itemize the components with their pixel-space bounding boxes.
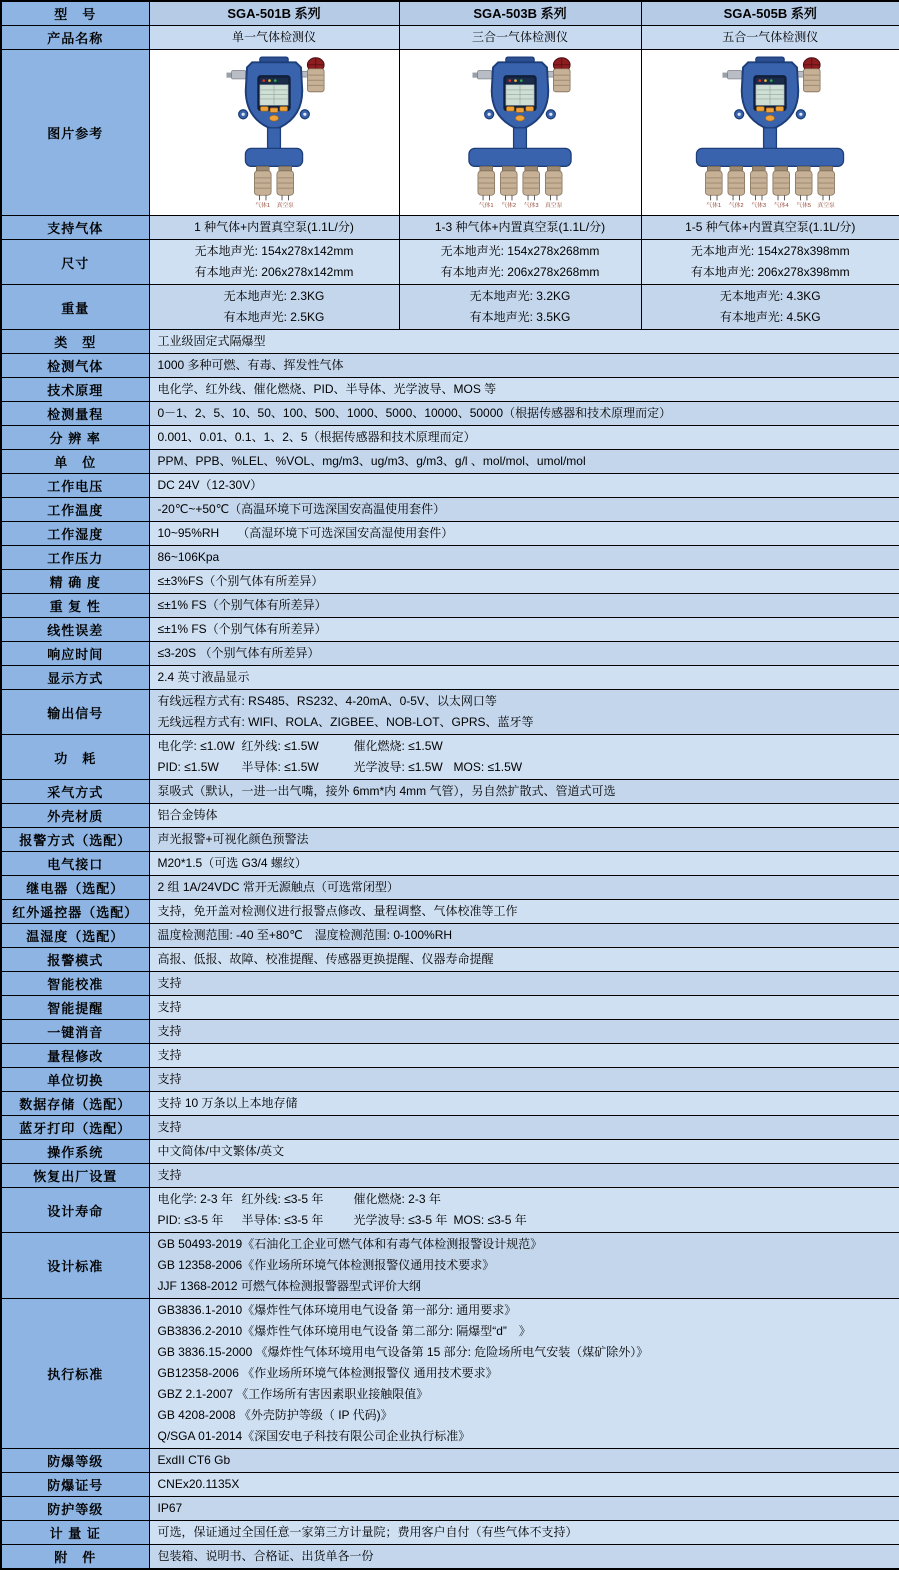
value-line: DC 24V（12-30V） <box>157 478 263 492</box>
row-label: 单 位 <box>1 450 149 474</box>
value-line: 支持 <box>157 1000 182 1014</box>
table-row <box>1 828 899 852</box>
lcd-screen <box>257 75 290 111</box>
table-row <box>1 972 899 996</box>
manifold-bar <box>469 148 571 166</box>
value-line: CNEx20.1135X <box>157 1477 240 1491</box>
value-line: JJF 1368-2012 可燃气体检测报警器型式评价大纲 <box>157 1279 421 1293</box>
value-line: PPM、PPB、%LEL、%VOL、mg/m3、ug/m3、g/m3、g/l 、mol/mol、umol/mol <box>157 454 586 468</box>
spec-value-cell <box>149 1473 899 1497</box>
value-segment: 催化燃烧: ≤1.5W <box>353 739 443 753</box>
value-line: GBZ 2.1-2007 《工作场所有害因素职业接触限值》 <box>157 1387 429 1401</box>
value-line: 无本地声光: 154x278x268mm <box>440 244 600 258</box>
row-label: 检测气体 <box>1 354 149 378</box>
sensor-cylinder <box>254 166 271 208</box>
value-line: 1000 多种可燃、有毒、挥发性气体 <box>157 358 344 372</box>
side-connector <box>472 71 491 79</box>
value-segment: PID: ≤1.5W <box>157 760 219 774</box>
table-row <box>1 26 899 50</box>
value-segment: MOS: ≤3-5 年 <box>453 1213 527 1227</box>
value-line: 无本地声光: 3.2KG <box>469 289 571 303</box>
row-label: 电气接口 <box>1 852 149 876</box>
sensor-label: 气体4 <box>774 202 789 209</box>
lcd-screen <box>503 75 536 111</box>
spec-value-cell <box>149 1545 899 1570</box>
value-line: ≤±3%FS（个别气体有所差异） <box>157 574 324 588</box>
table-row <box>1 924 899 948</box>
value-line: 有本地声光: 4.5KG <box>719 310 821 324</box>
spec-value-cell <box>641 285 899 330</box>
value-line: 2 组 1A/24VDC 常开无源触点（可选常闭型） <box>157 880 399 894</box>
table-row <box>1 498 899 522</box>
spec-value-cell <box>149 570 899 594</box>
spec-value-cell <box>149 216 399 240</box>
row-label: 计 量 证 <box>1 1521 149 1545</box>
table-row <box>1 240 899 285</box>
value-line: 1-5 种气体+内置真空泵(1.1L/分) <box>685 220 856 234</box>
value-line: M20*1.5（可选 G3/4 螺纹） <box>157 856 307 870</box>
row-label: 类 型 <box>1 330 149 354</box>
spec-value-cell <box>149 876 899 900</box>
spec-value-cell <box>149 1188 899 1233</box>
table-row <box>1 876 899 900</box>
stem <box>268 128 281 150</box>
spec-value-cell <box>149 474 899 498</box>
spec-value-cell <box>149 426 899 450</box>
row-label: 工作电压 <box>1 474 149 498</box>
gas-detector-image <box>407 52 633 210</box>
stem <box>514 128 527 150</box>
value-line: 无线远程方式有: WIFI、ROLA、ZIGBEE、NOB-LOT、GPRS、蓝牙等 <box>157 715 534 729</box>
table-row <box>1 378 899 402</box>
value-line: 1-3 种气体+内置真空泵(1.1L/分) <box>434 220 606 234</box>
spec-value-cell <box>149 330 899 354</box>
value-line: 0－1、2、5、10、50、100、500、1000、5000、10000、50000（根据传感器和技术原理而定） <box>157 406 672 420</box>
spec-value-cell <box>149 948 899 972</box>
table-row <box>1 216 899 240</box>
table-row <box>1 804 899 828</box>
sensor-label: 气体2 <box>729 202 744 209</box>
spec-value-cell <box>149 1299 899 1449</box>
table-row <box>1 474 899 498</box>
value-line: 高报、低报、故障、校准提醒、传感器更换提醒、仪器寿命提醒 <box>157 952 494 966</box>
manifold-bar <box>697 148 844 166</box>
value-segment: 催化燃烧: 2-3 年 <box>353 1192 441 1206</box>
sensor-cylinder <box>751 166 768 208</box>
sensor-label: 真空泵 <box>276 202 294 209</box>
value-line: 有本地声光: 206x278x142mm <box>194 265 354 279</box>
spec-value-cell <box>149 618 899 642</box>
row-label: 单位切换 <box>1 1068 149 1092</box>
table-row <box>1 1545 899 1570</box>
table-row <box>1 426 899 450</box>
spec-value-cell <box>149 804 899 828</box>
value-line: 支持 <box>157 976 182 990</box>
value-line: 声光报警+可视化颜色预警法 <box>157 832 309 846</box>
row-label: 执行标准 <box>1 1299 149 1449</box>
sensor-cylinder <box>773 166 790 208</box>
value-line: 支持 <box>157 1168 182 1182</box>
row-label: 量程修改 <box>1 1044 149 1068</box>
row-label: 重 复 性 <box>1 594 149 618</box>
table-row <box>1 735 899 780</box>
value-segment: 电化学: ≤1.0W <box>157 739 235 753</box>
row-label: 型 号 <box>1 1 149 26</box>
table-row <box>1 1068 899 1092</box>
row-label: 检测量程 <box>1 402 149 426</box>
value-segment: 光学波导: ≤1.5W <box>353 760 443 774</box>
spec-value-cell <box>149 1140 899 1164</box>
value-line: 支持 10 万条以上本地存储 <box>157 1096 298 1110</box>
table-row <box>1 354 899 378</box>
value-line: 中文简体/中文繁体/英文 <box>157 1144 285 1158</box>
table-row <box>1 690 899 735</box>
row-label: 继电器（选配） <box>1 876 149 900</box>
value-line: 10~95%RH （高湿环境下可选深国安高湿使用套件） <box>157 526 454 540</box>
row-label: 报警方式（选配） <box>1 828 149 852</box>
lcd-screen <box>754 75 787 111</box>
table-row <box>1 996 899 1020</box>
value-line: ≤±1% FS（个别气体有所差异） <box>157 598 327 612</box>
spec-value-cell <box>149 1020 899 1044</box>
spec-value-cell <box>149 852 899 876</box>
spec-value-cell <box>149 354 899 378</box>
spec-value-cell <box>149 1449 899 1473</box>
value-line: SGA-501B 系列 <box>227 6 321 21</box>
table-row <box>1 618 899 642</box>
table-row <box>1 1497 899 1521</box>
table-row <box>1 1521 899 1545</box>
spec-value-cell <box>149 402 899 426</box>
value-line: 五合一气体检测仪 <box>722 30 819 44</box>
value-line: 单一气体检测仪 <box>231 30 316 44</box>
sensor-cylinder <box>818 166 836 208</box>
spec-value-cell <box>149 1 399 26</box>
spec-value-cell <box>149 1521 899 1545</box>
table-row <box>1 1044 899 1068</box>
table-row <box>1 594 899 618</box>
row-label: 设计寿命 <box>1 1188 149 1233</box>
sensor-label: 气体1 <box>478 202 494 209</box>
sensor-cylinder <box>277 166 295 208</box>
spec-value-cell <box>149 1116 899 1140</box>
value-line: 温度检测范围: -40 至+80℃ 湿度检测范围: 0-100%RH <box>157 928 453 942</box>
value-line: 支持 <box>157 1024 182 1038</box>
gas-detector-image <box>161 52 387 210</box>
table-row <box>1 450 899 474</box>
side-connector <box>226 71 245 79</box>
row-label: 响应时间 <box>1 642 149 666</box>
row-label: 线性误差 <box>1 618 149 642</box>
value-line: 0.001、0.01、0.1、1、2、5（根据传感器和技术原理而定） <box>157 430 476 444</box>
value-segment: 红外线: ≤3-5 年 <box>241 1192 324 1206</box>
table-row <box>1 1449 899 1473</box>
spec-value-cell <box>149 240 399 285</box>
spec-value-cell <box>149 900 899 924</box>
row-label: 恢复出厂设置 <box>1 1164 149 1188</box>
value-line: ExdII CT6 Gb <box>157 1453 231 1467</box>
sensor-label: 气体3 <box>523 202 539 209</box>
value-line: 86~106Kpa <box>157 550 220 564</box>
sensor-label: 真空泵 <box>817 202 836 209</box>
spec-value-cell <box>149 690 899 735</box>
value-line: 有本地声光: 206x278x268mm <box>440 265 600 279</box>
value-segment: 半导体: ≤1.5W <box>241 760 319 774</box>
spec-value-cell <box>149 642 899 666</box>
table-row <box>1 330 899 354</box>
value-line: GB3836.1-2010《爆炸性气体环境用电气设备 第一部分: 通用要求》 <box>157 1303 517 1317</box>
gas-detector-image <box>657 52 883 210</box>
row-label: 温湿度（选配） <box>1 924 149 948</box>
table-row <box>1 1164 899 1188</box>
row-label: 数据存储（选配） <box>1 1092 149 1116</box>
value-line: 2.4 英寸液晶显示 <box>157 670 250 684</box>
value-line: GB12358-2006 《作业场所环境气体检测报警仪 通用技术要求》 <box>157 1366 498 1380</box>
table-row <box>1 522 899 546</box>
value-line: 无本地声光: 4.3KG <box>719 289 821 303</box>
spec-value-cell <box>149 498 899 522</box>
sensor-cylinder <box>478 166 495 208</box>
value-line: GB3836.2-2010《爆炸性气体环境用电气设备 第二部分: 隔爆型“d” 》 <box>157 1324 531 1338</box>
side-connector <box>723 71 742 79</box>
row-label: 智能提醒 <box>1 996 149 1020</box>
table-row <box>1 546 899 570</box>
row-label: 工作温度 <box>1 498 149 522</box>
product-image-cell <box>641 50 899 216</box>
value-line: -20℃~+50℃（高温环境下可选深国安高温使用套件） <box>157 502 446 516</box>
spec-value-cell <box>641 26 899 50</box>
row-label: 输出信号 <box>1 690 149 735</box>
row-label: 分 辨 率 <box>1 426 149 450</box>
row-label: 外壳材质 <box>1 804 149 828</box>
row-label: 智能校准 <box>1 972 149 996</box>
table-row <box>1 1 899 26</box>
spec-value-cell <box>149 996 899 1020</box>
value-line: 无本地声光: 154x278x398mm <box>690 244 850 258</box>
value-line: 工业级固定式隔爆型 <box>157 334 266 348</box>
value-line: 支持，免开盖对检测仪进行报警点修改、量程调整、气体校准等工作 <box>157 904 518 918</box>
value-line: SGA-503B 系列 <box>473 6 567 21</box>
table-row <box>1 1092 899 1116</box>
spec-value-cell <box>149 735 899 780</box>
table-row <box>1 948 899 972</box>
stem <box>764 128 777 150</box>
product-image-cell <box>149 50 399 216</box>
spec-value-cell <box>149 1092 899 1116</box>
value-segment: 光学波导: ≤3-5 年 <box>353 1213 448 1227</box>
row-label: 工作压力 <box>1 546 149 570</box>
row-label: 产品名称 <box>1 26 149 50</box>
row-label: 设计标准 <box>1 1233 149 1299</box>
spec-value-cell <box>641 1 899 26</box>
table-row <box>1 570 899 594</box>
table-row <box>1 1020 899 1044</box>
spec-value-cell <box>399 26 641 50</box>
sensor-cylinder <box>706 166 723 208</box>
value-line: 1 种气体+内置真空泵(1.1L/分) <box>194 220 354 234</box>
spec-value-cell <box>149 1233 899 1299</box>
sensor-cylinder <box>523 166 540 208</box>
spec-value-cell <box>399 216 641 240</box>
table-row <box>1 1299 899 1449</box>
value-line: IP67 <box>157 1501 183 1515</box>
value-line: ≤±1% FS（个别气体有所差异） <box>157 622 327 636</box>
value-line: 铝合金铸体 <box>157 808 218 822</box>
table-row <box>1 285 899 330</box>
table-row <box>1 1473 899 1497</box>
spec-value-cell <box>149 26 399 50</box>
spec-value-cell <box>149 1497 899 1521</box>
value-line: 泵吸式（默认，一进一出气嘴，接外 6mm*内 4mm 气管），另自然扩散式、管道式可选 <box>157 784 616 798</box>
value-line: ≤3-20S （个别气体有所差异） <box>157 646 320 660</box>
sensor-label: 真空泵 <box>545 202 563 209</box>
row-label: 采气方式 <box>1 780 149 804</box>
spec-value-cell <box>149 522 899 546</box>
value-line: 无本地声光: 154x278x142mm <box>194 244 354 258</box>
sensor-cylinder <box>500 166 517 208</box>
value-segment: MOS: ≤1.5W <box>453 760 523 774</box>
table-row <box>1 1233 899 1299</box>
value-line: 三合一气体检测仪 <box>471 30 568 44</box>
value-line: SGA-505B 系列 <box>723 6 817 21</box>
spec-value-cell <box>149 924 899 948</box>
spec-value-cell <box>399 1 641 26</box>
row-label: 附 件 <box>1 1545 149 1570</box>
table-row <box>1 666 899 690</box>
sensor-label: 气体5 <box>796 202 812 209</box>
spec-value-cell <box>149 972 899 996</box>
value-line: 包装箱、说明书、合格证、出货单各一份 <box>157 1549 374 1563</box>
manifold-bar <box>245 148 302 166</box>
spec-value-cell <box>399 285 641 330</box>
row-label: 一键消音 <box>1 1020 149 1044</box>
value-line: 有本地声光: 2.5KG <box>223 310 325 324</box>
row-label: 重量 <box>1 285 149 330</box>
spec-value-cell <box>641 240 899 285</box>
value-line <box>158 736 892 757</box>
row-label: 防爆证号 <box>1 1473 149 1497</box>
row-label: 尺寸 <box>1 240 149 285</box>
spec-value-cell <box>149 828 899 852</box>
value-line <box>158 1210 892 1231</box>
value-line: GB 4208-2008 《外壳防护等级（ IP 代码)》 <box>157 1408 393 1422</box>
value-line: GB 50493-2019《石油化工企业可燃气体和有毒气体检测报警设计规范》 <box>157 1237 543 1251</box>
table-row <box>1 1140 899 1164</box>
table-row <box>1 852 899 876</box>
value-line: Q/SGA 01-2014《深国安电子科技有限公司企业执行标准》 <box>157 1429 471 1443</box>
row-label: 图片参考 <box>1 50 149 216</box>
value-line: 支持 <box>157 1120 182 1134</box>
value-line: 有本地声光: 206x278x398mm <box>690 265 850 279</box>
row-label: 技术原理 <box>1 378 149 402</box>
spec-value-cell <box>149 594 899 618</box>
value-line: 有线远程方式有: RS485、RS232、4-20mA、0-5V、以太网口等 <box>157 694 497 708</box>
value-line: 无本地声光: 2.3KG <box>223 289 325 303</box>
spec-value-cell <box>149 1044 899 1068</box>
spec-value-cell <box>399 240 641 285</box>
value-line: 有本地声光: 3.5KG <box>469 310 571 324</box>
row-label: 支持气体 <box>1 216 149 240</box>
value-line: 支持 <box>157 1048 182 1062</box>
table-row <box>1 1116 899 1140</box>
table-row <box>1 50 899 216</box>
spec-value-cell <box>149 666 899 690</box>
row-label: 防爆等级 <box>1 1449 149 1473</box>
spec-value-cell <box>149 546 899 570</box>
table-row <box>1 402 899 426</box>
spec-value-cell <box>149 450 899 474</box>
sensor-label: 气体1 <box>706 202 722 209</box>
spec-value-cell <box>641 216 899 240</box>
sensor-cylinder <box>728 166 745 208</box>
value-line <box>158 757 892 778</box>
sensor-label: 气体1 <box>255 202 271 209</box>
row-label: 工作湿度 <box>1 522 149 546</box>
spec-value-cell <box>149 780 899 804</box>
value-line: 电化学、红外线、催化燃烧、PID、半导体、光学波导、MOS 等 <box>157 382 497 396</box>
row-label: 功 耗 <box>1 735 149 780</box>
table-row <box>1 780 899 804</box>
row-label: 操作系统 <box>1 1140 149 1164</box>
sensor-label: 气体2 <box>501 202 517 209</box>
table-row <box>1 1188 899 1233</box>
value-segment: 电化学: 2-3 年 <box>157 1192 233 1206</box>
row-label: 精 确 度 <box>1 570 149 594</box>
row-label: 防护等级 <box>1 1497 149 1521</box>
spec-value-cell <box>149 378 899 402</box>
row-label: 红外遥控器（选配） <box>1 900 149 924</box>
sensor-label: 气体3 <box>751 202 767 209</box>
table-row <box>1 900 899 924</box>
value-line: GB 3836.15-2000 《爆炸性气体环境用电气设备第 15 部分: 危险场所电气安装（煤矿除外）》 <box>157 1345 649 1359</box>
spec-value-cell <box>149 285 399 330</box>
value-line: 可选，保证通过全国任意一家第三方计量院；费用客户自付（有些气体不支持） <box>157 1525 578 1539</box>
value-segment: 半导体: ≤3-5 年 <box>241 1213 324 1227</box>
value-line <box>158 1189 892 1210</box>
row-label: 蓝牙打印（选配） <box>1 1116 149 1140</box>
row-label: 显示方式 <box>1 666 149 690</box>
spec-value-cell <box>149 1068 899 1092</box>
spec-value-cell <box>149 1164 899 1188</box>
value-segment: 红外线: ≤1.5W <box>241 739 319 753</box>
row-label: 报警模式 <box>1 948 149 972</box>
table-row <box>1 642 899 666</box>
product-image-cell <box>399 50 641 216</box>
value-segment: PID: ≤3-5 年 <box>157 1213 224 1227</box>
value-line: GB 12358-2006《作业场所环境气体检测报警仪通用技术要求》 <box>157 1258 495 1272</box>
value-line: 支持 <box>157 1072 182 1086</box>
sensor-cylinder <box>796 166 813 208</box>
sensor-cylinder <box>545 166 563 208</box>
